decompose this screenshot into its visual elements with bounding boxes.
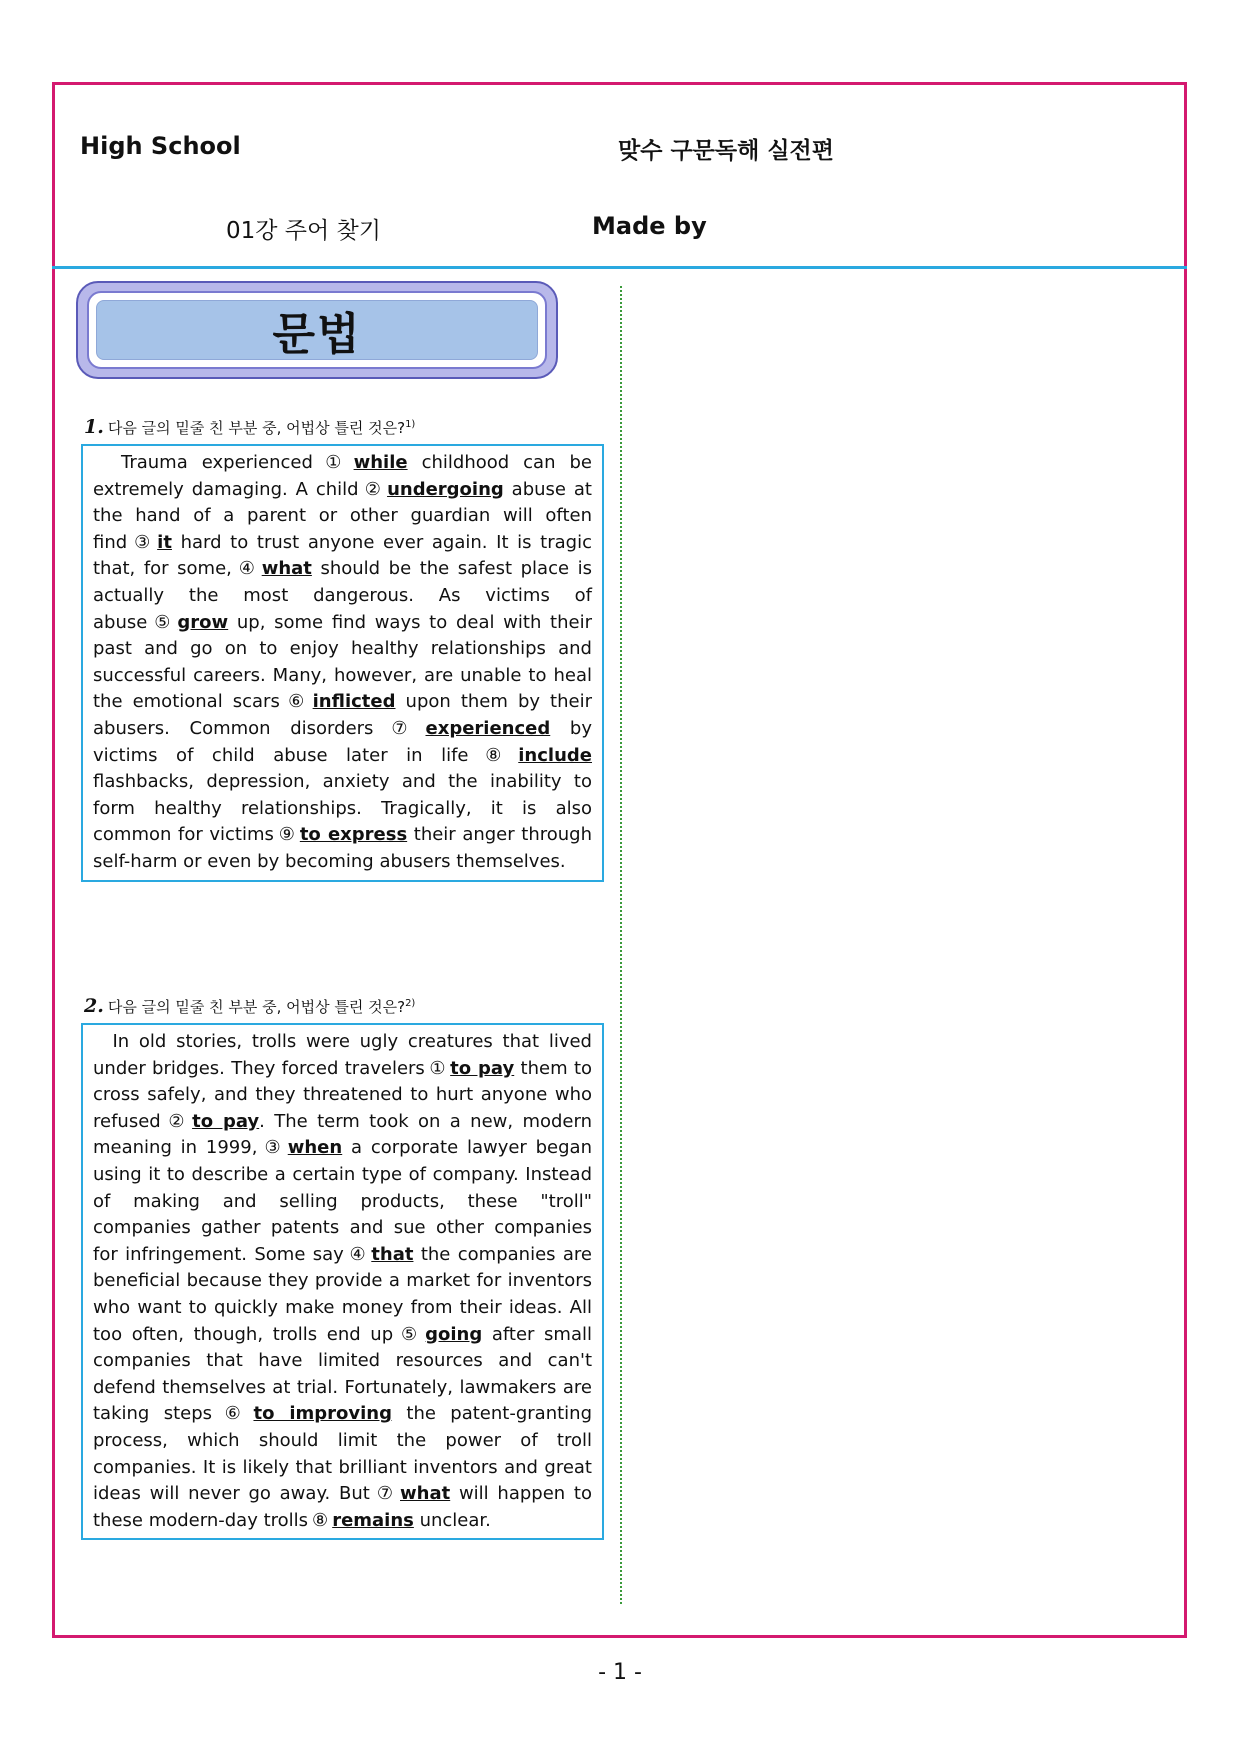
passage-text: the patent-granting process, which should limit the power of troll companies. It is likely that brilliant inventors and great ideas will never go away. But bbox=[93, 1403, 592, 1505]
choice-marker: ⑨ bbox=[277, 824, 296, 846]
underlined-choice: it bbox=[157, 531, 172, 553]
passage-text: abuse at the hand of a parent or other guardian will often find bbox=[93, 478, 592, 553]
header-author: Made by bbox=[592, 212, 707, 240]
passage-text: childhood can be extremely damaging. A child bbox=[93, 452, 592, 500]
choice-marker: ⑤ bbox=[397, 1323, 422, 1345]
question-2-passage bbox=[81, 1023, 604, 1540]
passage-text: after small companies that have limited resources and can't defend themselves at trial. Fortunately, lawmakers are taking steps bbox=[93, 1323, 592, 1425]
underlined-choice: what bbox=[261, 558, 312, 580]
choice-marker: ② bbox=[362, 478, 384, 500]
question-number: 1. bbox=[84, 416, 104, 438]
underlined-choice: to express bbox=[299, 824, 408, 846]
underlined-choice: when bbox=[287, 1137, 343, 1159]
choice-marker: ⑦ bbox=[373, 1483, 396, 1505]
underlined-choice: going bbox=[425, 1323, 483, 1345]
question-1-heading bbox=[84, 416, 415, 438]
question-2-heading bbox=[84, 995, 415, 1017]
question-1-passage bbox=[81, 444, 604, 882]
passage-text: flashbacks, depression, anxiety and the inability to form healthy relationships. Tragically, it is also common for victims bbox=[93, 771, 592, 846]
underlined-choice: that bbox=[371, 1243, 414, 1265]
underlined-choice: to pay bbox=[450, 1057, 515, 1079]
underlined-choice: what bbox=[400, 1483, 451, 1505]
passage-text: them to cross safely, and they threatened to hurt anyone who refused bbox=[93, 1057, 593, 1132]
passage-text: should be the safest place is actually the most dangerous. As victims of abuse bbox=[93, 558, 592, 633]
passage-text: the companies are beneficial because they provide a market for inventors who want to quickly make money from their ideas. All too often, though, trolls end up bbox=[93, 1243, 593, 1345]
choice-marker: ③ bbox=[261, 1137, 284, 1159]
column-divider bbox=[620, 286, 622, 1604]
question-prompt: 다음 글의 밑줄 친 부분 중, 어법상 틀린 것은? bbox=[107, 419, 406, 437]
underlined-choice: to pay bbox=[192, 1110, 260, 1132]
choice-marker: ① bbox=[316, 452, 350, 473]
choice-marker: ⑥ bbox=[283, 691, 309, 713]
header-lesson-title: 01강 주어 찾기 bbox=[226, 218, 381, 244]
passage-text: In old stories, trolls were ugly creatures that lived under bridges. They forced travelers bbox=[93, 1031, 592, 1079]
passage-text: their anger through self-harm or even by becoming abusers themselves. bbox=[93, 824, 592, 872]
page-number: - 1 - bbox=[598, 1660, 642, 1685]
footnote-marker: 1) bbox=[405, 419, 416, 430]
underlined-choice: grow bbox=[177, 611, 229, 633]
choice-marker: ③ bbox=[131, 531, 154, 553]
choice-marker: ⑦ bbox=[377, 717, 422, 739]
underlined-choice: undergoing bbox=[387, 478, 504, 500]
choice-marker: ④ bbox=[347, 1243, 368, 1265]
passage-text: unclear. bbox=[413, 1509, 491, 1531]
choice-marker: ⑧ bbox=[472, 744, 515, 766]
underlined-choice: remains bbox=[332, 1509, 414, 1531]
choice-marker: ① bbox=[428, 1057, 447, 1079]
choice-marker: ⑤ bbox=[151, 611, 174, 633]
underlined-choice: while bbox=[353, 452, 408, 473]
underlined-choice: experienced bbox=[425, 717, 551, 739]
choice-marker: ⑧ bbox=[312, 1509, 329, 1531]
header-book-title: 맞수 구문독해 실전편 bbox=[618, 138, 834, 164]
passage-text: will happen to these modern-day trolls bbox=[93, 1483, 593, 1531]
passage-text: . The term took on a new, modern meaning in 1999, bbox=[93, 1110, 592, 1159]
question-prompt: 다음 글의 밑줄 친 부분 중, 어법상 틀린 것은? bbox=[107, 998, 406, 1016]
passage-text: upon them by their abusers. Common disorders bbox=[93, 691, 593, 739]
passage-text: up, some find ways to deal with their past and go on to enjoy healthy relationships and successful careers. Many, however, are unable to heal the emotional scars bbox=[93, 611, 593, 713]
passage-text: Trauma experienced bbox=[120, 452, 313, 473]
section-title: 문법 bbox=[96, 300, 538, 360]
passage-text: by victims of child abuse later in life bbox=[93, 717, 593, 766]
footnote-marker: 2) bbox=[405, 998, 416, 1009]
passage-text: hard to trust anyone ever again. It is tragic that, for some, bbox=[93, 531, 592, 580]
passage-text: a corporate lawyer began using it to describe a certain type of company. Instead of making and selling products, these "troll" companies gather patents and sue other companies for infringement. Some say bbox=[93, 1137, 592, 1265]
section-banner bbox=[76, 281, 558, 379]
choice-marker: ② bbox=[164, 1110, 189, 1132]
header-school-level: High School bbox=[80, 132, 241, 160]
underlined-choice: include bbox=[518, 744, 592, 766]
choice-marker: ⑥ bbox=[216, 1403, 250, 1425]
underlined-choice: to improving bbox=[253, 1403, 393, 1425]
question-number: 2. bbox=[84, 995, 104, 1017]
header-divider bbox=[52, 266, 1187, 269]
underlined-choice: inflicted bbox=[312, 691, 396, 713]
choice-marker: ④ bbox=[235, 558, 258, 580]
